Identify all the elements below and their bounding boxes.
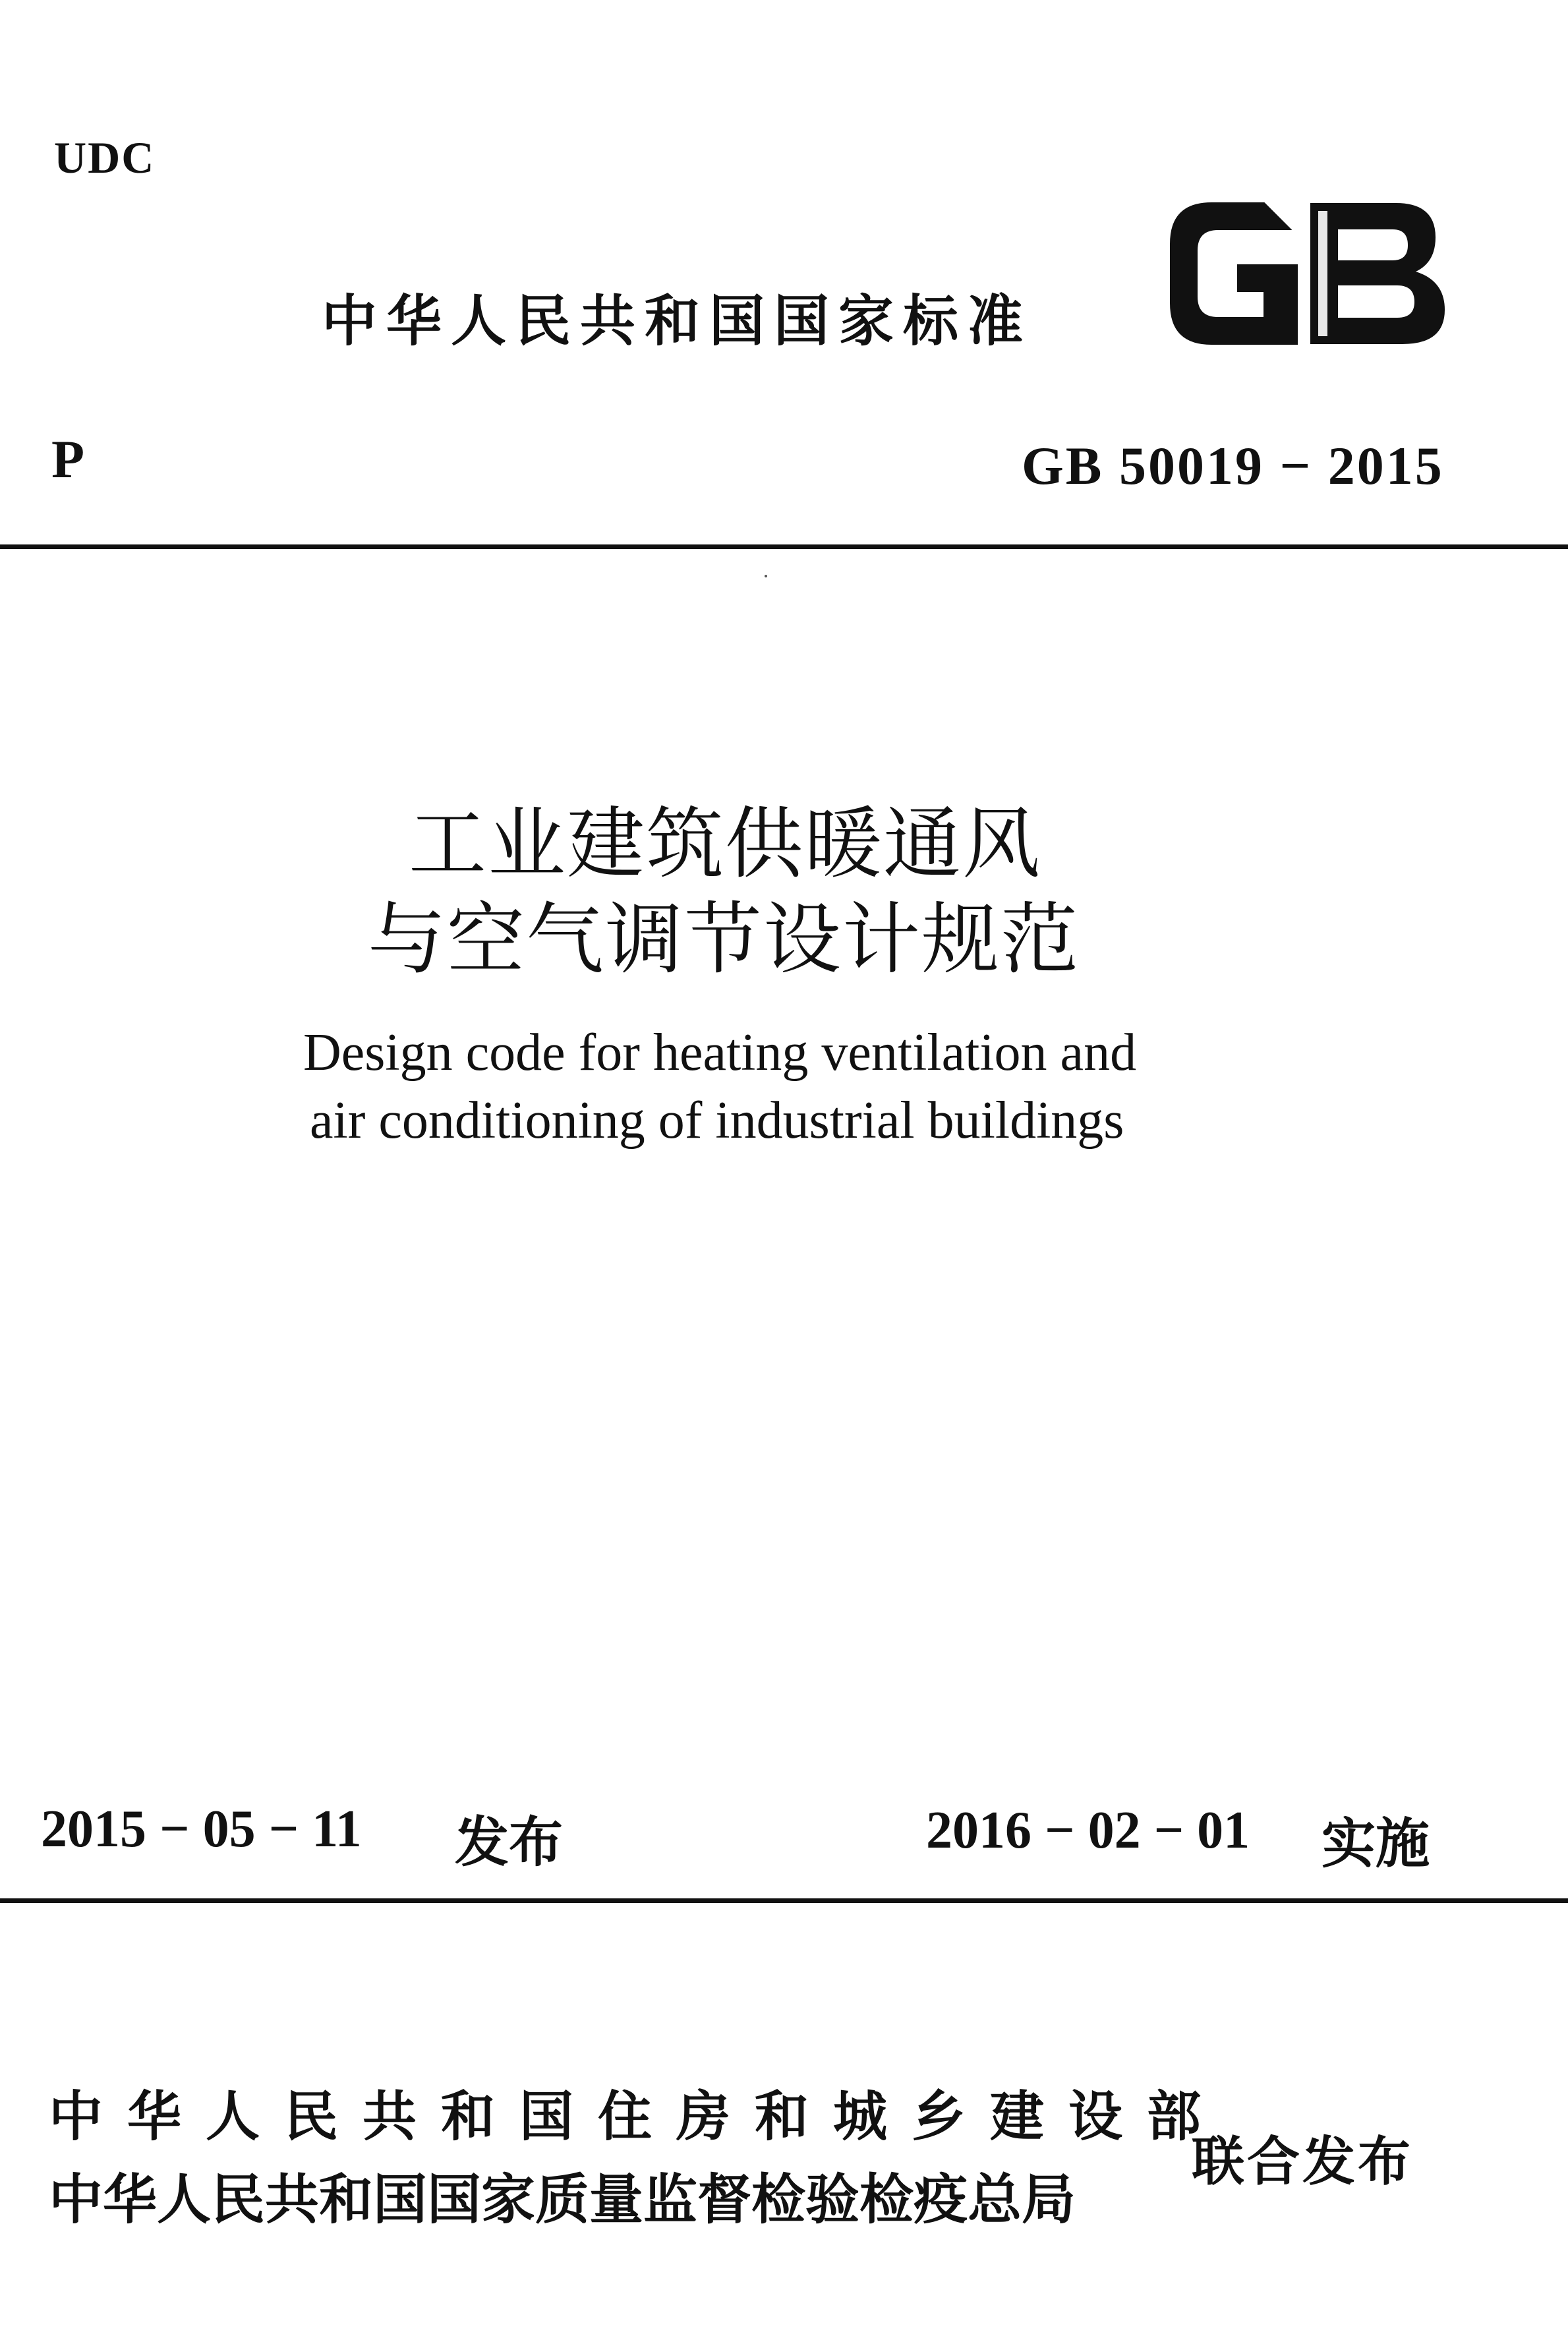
top-divider bbox=[0, 544, 1568, 549]
title-english-line-2: air conditioning of industrial buildings bbox=[310, 1092, 1124, 1150]
publisher-line-1: 中华人民共和国住房和城乡建设部 bbox=[49, 2086, 1226, 2148]
effective-date: 2016 − 02 − 01 bbox=[926, 1801, 1250, 1859]
title-english-line-1: Design code for heating ventilation and bbox=[303, 1024, 1137, 1082]
title-chinese-line-2: 与空气调节设计规范 bbox=[368, 897, 1080, 983]
publisher-line-2: 中华人民共和国国家质量监督检验检疫总局 bbox=[49, 2169, 1076, 2231]
joint-publish-label: 联合发布 bbox=[1192, 2131, 1413, 2192]
effective-label: 实施 bbox=[1321, 1813, 1430, 1875]
bottom-divider bbox=[0, 1898, 1568, 1903]
udc-label: UDC bbox=[54, 132, 156, 183]
issue-label: 发布 bbox=[455, 1811, 564, 1874]
gb-logo bbox=[1165, 198, 1450, 349]
issue-date: 2015 − 05 − 11 bbox=[41, 1800, 362, 1858]
national-standard-heading: 中华人民共和国国家标准 bbox=[322, 289, 1033, 353]
print-speck bbox=[765, 575, 767, 577]
classification-label: P bbox=[51, 429, 85, 489]
title-chinese-line-1: 工业建筑供暖通风 bbox=[409, 802, 1042, 888]
standard-number: GB 50019 − 2015 bbox=[1022, 436, 1444, 496]
